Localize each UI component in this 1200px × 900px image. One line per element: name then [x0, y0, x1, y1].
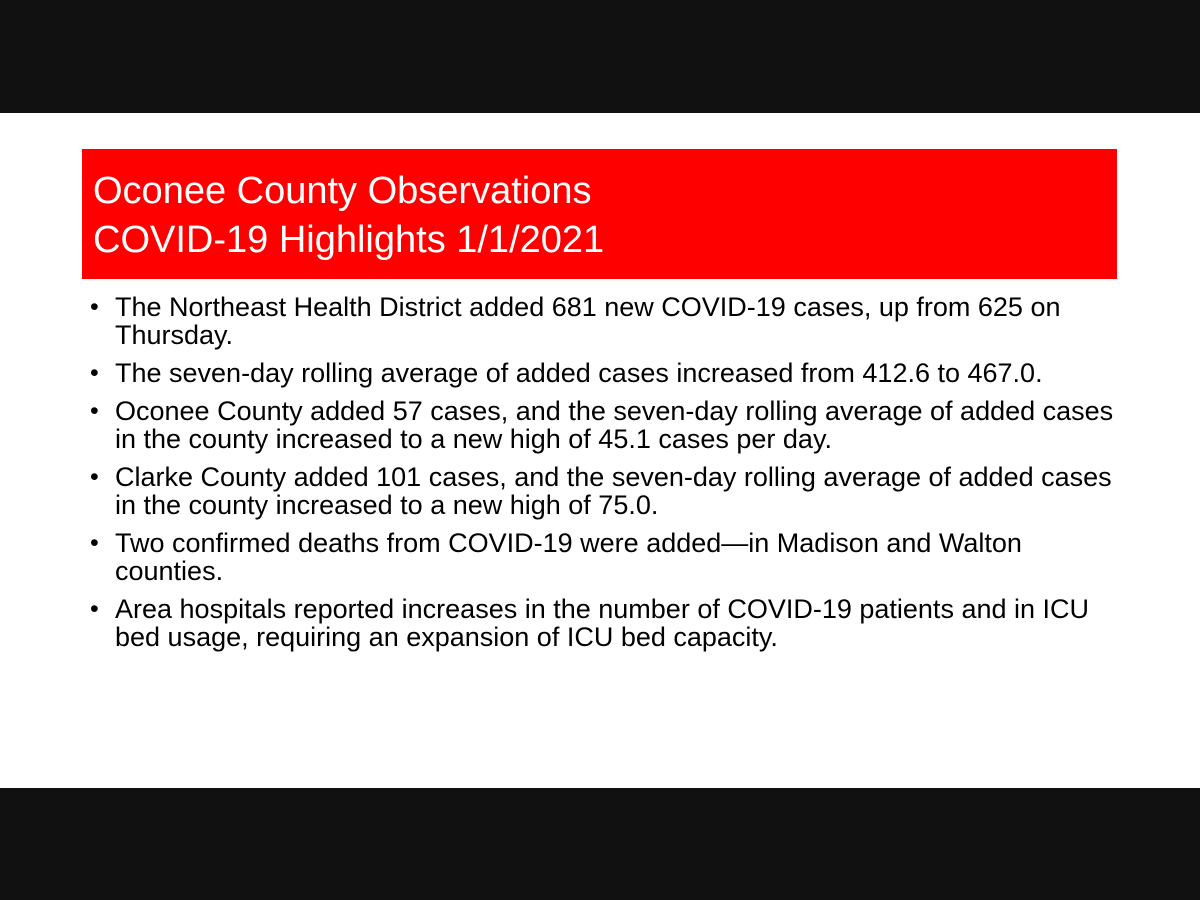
bullet-icon: • [90, 397, 99, 425]
bullet-item [88, 463, 1128, 519]
bullet-item [88, 293, 1128, 349]
slide [0, 113, 1200, 788]
bullet-icon: • [90, 529, 99, 557]
bullet-icon: • [90, 293, 99, 321]
bullet-text: Oconee County added 57 cases, and the seven-day rolling average of added cases in the county increased to a new high of 45.1 cases per day. [115, 396, 1114, 454]
bullet-item [88, 359, 1128, 387]
slide-subtitle: COVID-19 Highlights 1/1/2021 [93, 219, 605, 261]
bullet-icon: • [90, 595, 99, 623]
bullet-text: The seven-day rolling average of added cases increased from 412.6 to 467.0. [115, 358, 1043, 388]
slide-title: Oconee County Observations [93, 170, 592, 212]
bullet-item [88, 595, 1128, 651]
bullet-item [88, 529, 1128, 585]
letterbox-top [0, 0, 1200, 113]
letterbox-bottom [0, 788, 1200, 900]
bullet-text: Two confirmed deaths from COVID-19 were added—in Madison and Walton counties. [115, 528, 1022, 586]
bullet-icon: • [90, 463, 99, 491]
title-bar [82, 149, 1117, 279]
bullet-item [88, 397, 1128, 453]
bullet-icon: • [90, 359, 99, 387]
bullet-list [88, 293, 1128, 661]
bullet-text: The Northeast Health District added 681 new COVID-19 cases, up from 625 on Thursday. [115, 292, 1061, 350]
bullet-text: Area hospitals reported increases in the number of COVID-19 patients and in ICU bed usage, requiring an expansion of ICU bed capacity. [115, 594, 1090, 652]
bullet-text: Clarke County added 101 cases, and the seven-day rolling average of added cases in the county increased to a new high of 75.0. [115, 462, 1112, 520]
